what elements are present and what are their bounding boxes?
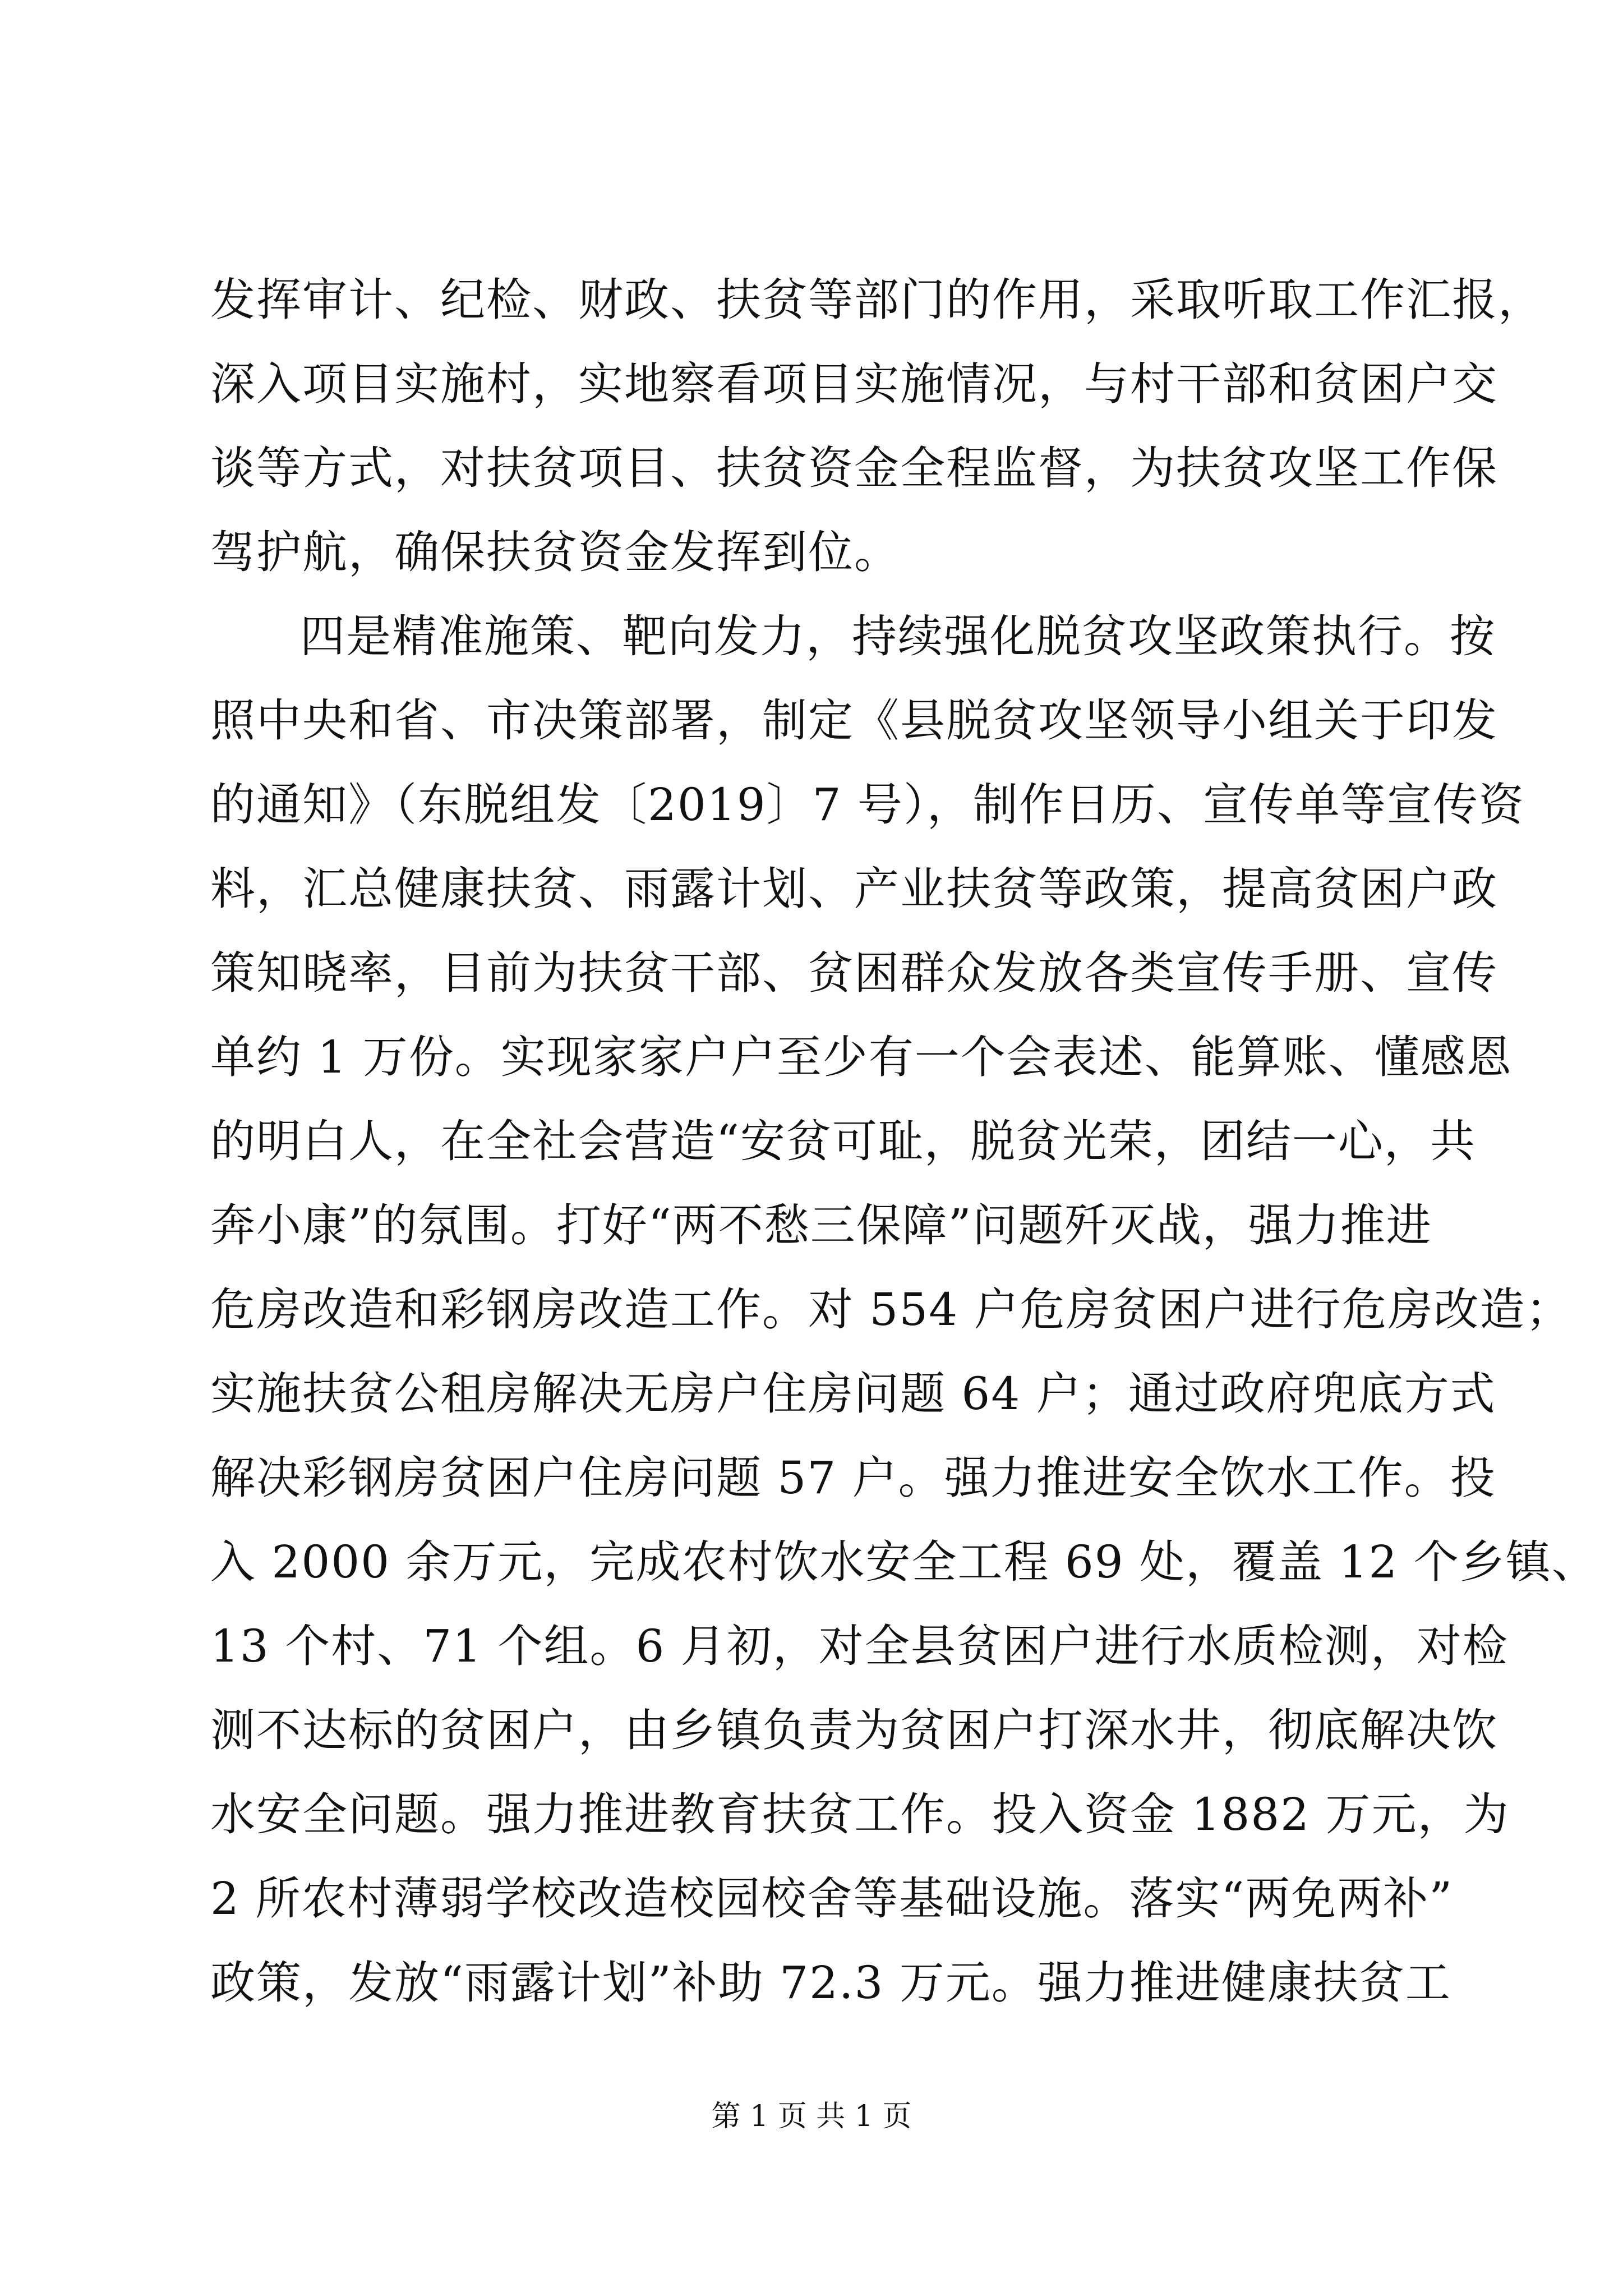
text-line: 奔小康”的氛围。打好“两不愁三保障”问题歼灭战，强力推进: [210, 1199, 1432, 1251]
text-line: 水安全问题。强力推进教育扶贫工作。投入资金 1882 万元，为: [210, 1788, 1510, 1841]
text-line: 深入项目实施村，实地察看项目实施情况，与村干部和贫困户交: [210, 358, 1498, 410]
text-line: 政策，发放“雨露计划”补助 72.3 万元。强力推进健康扶贫工: [210, 1957, 1451, 2009]
text-line: 实施扶贫公租房解决无房户住房问题 64 户；通过政府兜底方式: [210, 1368, 1496, 1420]
text-line: 料，汇总健康扶贫、雨露计划、产业扶贫等政策，提高贫困户政: [210, 863, 1498, 915]
page-number-footer: 第 1 页 共 1 页: [711, 2100, 912, 2133]
text-line: 发挥审计、纪检、财政、扶贫等部门的作用，采取听取工作汇报，: [210, 274, 1544, 326]
text-line: 危房改造和彩钢房改造工作。对 554 户危房贫困户进行危房改造；: [210, 1283, 1572, 1336]
text-line: 解决彩钢房贫困户住房问题 57 户。强力推进安全饮水工作。投: [210, 1452, 1496, 1504]
text-line: 13 个村、71 个组。6 月初，对全县贫困户进行水质检测，对检: [210, 1620, 1509, 1672]
text-line: 的明白人，在全社会营造“安贫可耻，脱贫光荣，团结一心，共: [210, 1115, 1476, 1167]
text-line: 照中央和省、市决策部署，制定《县脱贫攻坚领导小组关于印发: [210, 694, 1498, 747]
text-line: 策知晓率，目前为扶贫干部、贫困群众发放各类宣传手册、宣传: [210, 947, 1498, 999]
text-line: 谈等方式，对扶贫项目、扶贫资金全程监督，为扶贫攻坚工作保: [210, 442, 1498, 494]
body-text: [210, 258, 1598, 2025]
text-line: 2 所农村薄弱学校改造校园校舍等基础设施。落实“两免两补”: [210, 1872, 1454, 1925]
paragraph-first-line: 四是精准施策、靶向发力，持续强化脱贫攻坚政策执行。按: [300, 610, 1496, 662]
text-line: 的通知》（东脱组发〔2019〕7 号），制作日历、宣传单等宣传资: [210, 779, 1525, 831]
text-line: 测不达标的贫困户，由乡镇负责为贫困户打深水井，彻底解决饮: [210, 1704, 1498, 1756]
text-line: 入 2000 余万元，完成农村饮水安全工程 69 处，覆盖 12 个乡镇、: [210, 1536, 1598, 1588]
text-line: 驾护航，确保扶贫资金发挥到位。: [210, 526, 900, 578]
text-line: 单约 1 万份。实现家家户户至少有一个会表述、能算账、懂感恩: [210, 1031, 1513, 1083]
